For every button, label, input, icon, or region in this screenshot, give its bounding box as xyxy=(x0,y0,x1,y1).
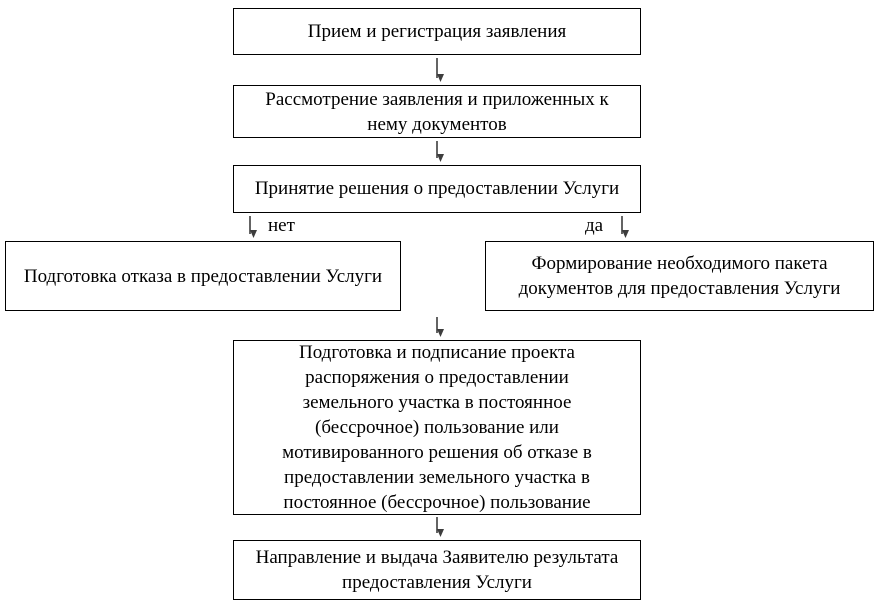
node-prepare-sign-draft-text: Подготовка и подписание проекта распоряжения о предоставлении земельного участка в постоянное (бессрочное) пользование или мотивированного решения об отказе в предоставлении земельного участка в постоянное (бессрочное) пользование xyxy=(282,342,592,513)
branch-label-yes-text: да xyxy=(585,215,604,236)
node-receive-registration xyxy=(233,8,641,55)
node-form-document-package xyxy=(485,241,874,311)
node-receive-registration-text: Прием и регистрация заявления xyxy=(307,21,567,42)
node-send-issue-result xyxy=(233,540,641,600)
branch-label-no xyxy=(268,215,295,237)
node-send-issue-result-text: Направление и выдача Заявителю результата предоставления Услуги xyxy=(255,547,619,593)
node-prepare-refusal xyxy=(5,241,401,311)
node-prepare-sign-draft xyxy=(233,340,641,515)
node-prepare-refusal-text: Подготовка отказа в предоставлении Услуги xyxy=(23,265,383,287)
branch-label-yes xyxy=(585,215,603,237)
node-service-decision xyxy=(233,165,641,213)
node-review-application-text: Рассмотрение заявления и приложенных к нему документов xyxy=(265,88,609,135)
node-form-document-package-text: Формирование необходимого пакета документов для предоставления Услуги xyxy=(518,253,841,299)
node-review-application xyxy=(233,85,641,138)
branch-label-no-text: нет xyxy=(268,215,295,236)
node-service-decision-text: Принятие решения о предоставлении Услуги xyxy=(254,178,620,199)
